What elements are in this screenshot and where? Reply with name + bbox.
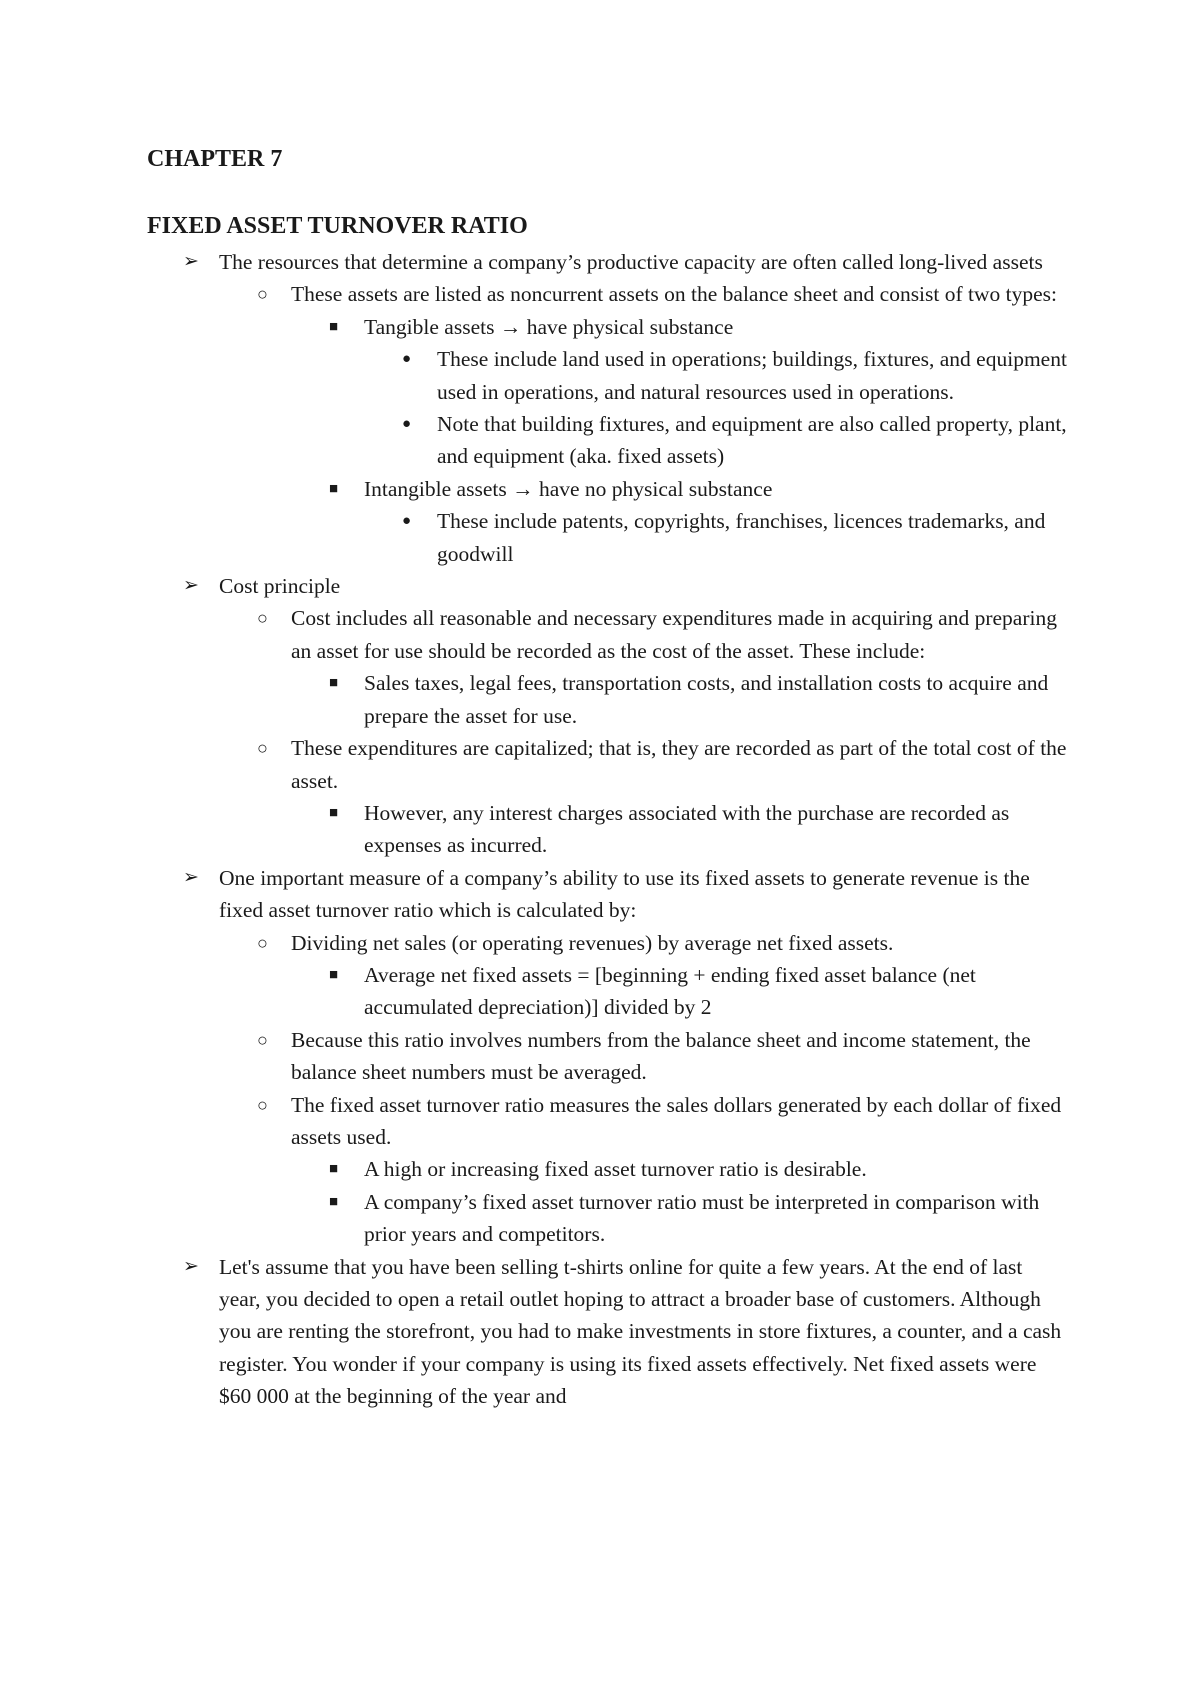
outline-item-level-3 (0, 797, 1067, 862)
outline-item-text: Cost principle (219, 574, 341, 599)
outline-item-level-3 (0, 311, 1067, 343)
bullet-marker-icon: ● (402, 513, 412, 530)
bullet-marker-icon: ● (402, 416, 412, 433)
bullet-marker-icon: ➢ (183, 1255, 199, 1277)
outline-item-level-2 (0, 278, 1067, 310)
outline-item-text: Intangible assets → have no physical substance (364, 476, 773, 501)
outline-item-level-3 (0, 959, 1067, 1024)
outline-item-level-2 (0, 602, 1067, 667)
outline-item-text: These include patents, copyrights, franchises, licences trademarks, and goodwill (437, 509, 1046, 566)
bullet-marker-icon: ■ (329, 318, 339, 335)
outline-item-level-1 (0, 1251, 1067, 1413)
outline-item-text: Note that building fixtures, and equipment are also called property, plant, and equipment (aka. fixed assets) (437, 412, 1067, 469)
outline-item-level-2 (0, 927, 1067, 959)
outline-item-text: Average net fixed assets = [beginning + ending fixed asset balance (net accumulated depreciation)] divided by 2 (364, 962, 976, 1020)
outline-item-text: Cost includes all reasonable and necessary expenditures made in acquiring and preparing an asset for use should be recorded as the cost of the asset. These include: (291, 606, 1057, 663)
outline-item-level-4 (0, 343, 1067, 408)
outline-item-text: These expenditures are capitalized; that is, they are recorded as part of the total cost of the asset. (291, 736, 1067, 793)
outline-item-level-1 (0, 862, 1067, 927)
outline-item-text: A company’s fixed asset turnover ratio must be interpreted in comparison with prior years and competitors. (364, 1189, 1040, 1247)
bullet-marker-icon: ■ (329, 675, 339, 692)
outline-item-level-3 (0, 1186, 1067, 1251)
outline-item-text: The resources that determine a company’s productive capacity are often called long-lived assets (219, 250, 1043, 274)
bullet-marker-icon: ➢ (183, 251, 199, 272)
outline-item-text: Tangible assets → have physical substance (364, 314, 734, 339)
outline-item-level-4 (0, 505, 1067, 570)
bullet-marker-icon: ● (402, 351, 412, 368)
outline-item-text: Let's assume that you have been selling t-shirts online for quite a few years. At the end of last year, you decided to open a retail outlet hoping to attract a broader base of customers. Although you are renting the storefront, you had to make investments in store fixtures, a counter, and a cash register. You wonder if your company is using its fixed assets effectively. Net fixed assets were $60 000 at the beginning of the year and (219, 1254, 1062, 1409)
bullet-marker-icon: ○ (257, 738, 268, 759)
outline-item-text: Because this ratio involves numbers from the balance sheet and income statement, the balance sheet numbers must be averaged. (291, 1027, 1031, 1085)
outline-item-level-3 (0, 1153, 1067, 1185)
notes-body (0, 246, 1200, 1413)
bullet-marker-icon: ■ (329, 1193, 339, 1210)
bullet-marker-icon: ➢ (183, 866, 199, 888)
bullet-outline (0, 246, 1200, 1413)
outline-item-text: The fixed asset turnover ratio measures the sales dollars generated by each dollar of fixed assets used. (291, 1092, 1062, 1149)
outline-item-text: These assets are listed as noncurrent assets on the balance sheet and consist of two types: (291, 282, 1058, 307)
chapter-heading: CHAPTER 7 (147, 146, 283, 172)
bullet-marker-icon: ○ (257, 1029, 268, 1050)
outline-item-level-2 (0, 732, 1067, 797)
section-title: FIXED ASSET TURNOVER RATIO (147, 213, 528, 239)
bullet-marker-icon: ■ (329, 480, 339, 497)
outline-item-text: However, any interest charges associated with the purchase are recorded as expenses as incurred. (364, 800, 1010, 858)
outline-item-text: One important measure of a company’s ability to use its fixed assets to generate revenue is the fixed asset turnover ratio which is calculated by: (219, 865, 1030, 923)
outline-item-text: Dividing net sales (or operating revenues) by average net fixed assets. (291, 930, 894, 955)
bullet-marker-icon: ○ (257, 1094, 268, 1115)
bullet-marker-icon: ■ (329, 1161, 339, 1178)
outline-item-level-3 (0, 667, 1067, 732)
outline-item-level-2 (0, 1024, 1067, 1089)
bullet-marker-icon: ○ (257, 932, 268, 953)
outline-item-level-4 (0, 408, 1067, 473)
bullet-marker-icon: ○ (257, 608, 268, 629)
bullet-marker-icon: ■ (329, 804, 339, 821)
outline-item-text: Sales taxes, legal fees, transportation costs, and installation costs to acquire and prepare the asset for use. (364, 671, 1049, 728)
outline-item-level-1 (0, 246, 1067, 278)
bullet-marker-icon: ➢ (183, 575, 199, 597)
outline-item-text: A high or increasing fixed asset turnover ratio is desirable. (364, 1157, 867, 1182)
bullet-marker-icon: ○ (257, 284, 268, 305)
outline-item-level-1 (0, 570, 1067, 602)
outline-item-level-3 (0, 473, 1067, 505)
outline-item-text: These include land used in operations; buildings, fixtures, and equipment used in operations, and natural resources used in operations. (437, 347, 1067, 404)
bullet-marker-icon: ■ (329, 966, 339, 983)
outline-item-level-2 (0, 1089, 1067, 1154)
